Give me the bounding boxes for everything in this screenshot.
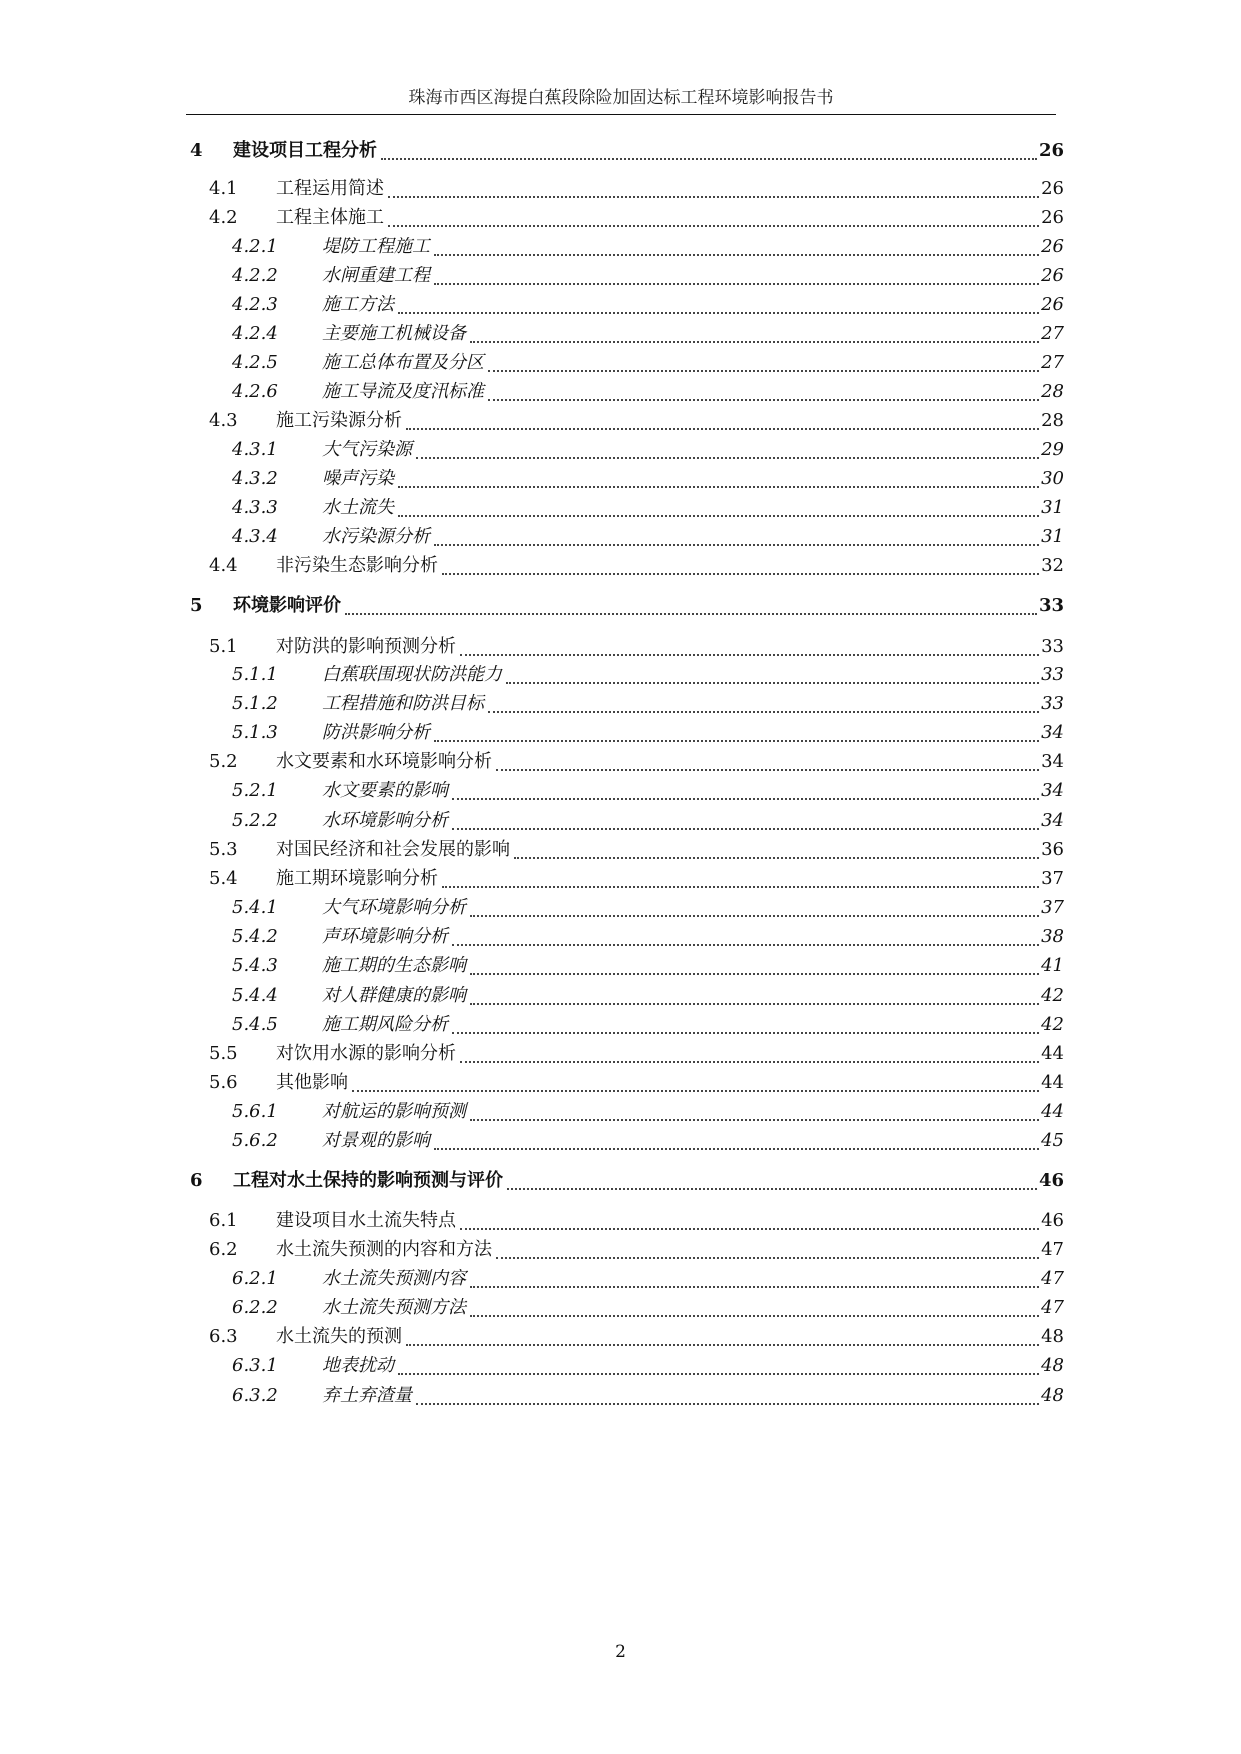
toc-entry-number: 5.2 — [209, 751, 238, 772]
toc-entry-page: 33 — [1041, 693, 1064, 714]
toc-entry-page: 37 — [1041, 868, 1064, 889]
toc-entry-number: 4.2.1 — [232, 236, 278, 257]
toc-entry-number: 5.4.2 — [232, 926, 278, 947]
toc-entry-page: 48 — [1041, 1385, 1064, 1406]
toc-entry-4-3-1[interactable] — [0, 437, 1241, 463]
toc-entry-4-2-3[interactable] — [0, 292, 1241, 318]
toc-entry-page: 42 — [1041, 1014, 1064, 1035]
toc-entry-number: 6.2 — [209, 1239, 238, 1260]
toc-entry-number: 4.2.4 — [232, 323, 278, 344]
toc-leader-dots — [452, 1012, 1039, 1034]
toc-entry-title: 对国民经济和社会发展的影响 — [276, 839, 510, 860]
toc-entry-title: 主要施工机械设备 — [322, 323, 466, 344]
toc-entry-number: 4.1 — [209, 178, 238, 199]
toc-entry-6-3-2[interactable] — [0, 1383, 1241, 1409]
toc-entry-page: 36 — [1041, 839, 1064, 860]
toc-entry-number: 5.3 — [209, 839, 238, 860]
toc-entry-number: 5.4.1 — [232, 897, 278, 918]
toc-entry-page: 44 — [1041, 1043, 1064, 1064]
toc-entry-title: 水土流失预测内容 — [322, 1268, 466, 1289]
toc-leader-dots — [514, 837, 1039, 859]
toc-entry-number: 4.2.5 — [232, 352, 278, 373]
toc-entry-number: 5.4.4 — [232, 985, 278, 1006]
toc-entry-page: 28 — [1041, 410, 1064, 431]
toc-entry-title: 施工期环境影响分析 — [276, 868, 438, 889]
toc-entry-5-4[interactable] — [0, 866, 1241, 892]
toc-entry-number: 4.4 — [209, 555, 238, 576]
toc-entry-title: 非污染生态影响分析 — [276, 555, 438, 576]
toc-entry-4-3-4[interactable] — [0, 524, 1241, 550]
toc-entry-4-3-2[interactable] — [0, 466, 1241, 492]
toc-leader-dots — [434, 234, 1039, 256]
toc-entry-5-4-4[interactable] — [0, 983, 1241, 1009]
toc-entry-page: 26 — [1041, 207, 1064, 228]
toc-entry-4-1[interactable] — [0, 176, 1241, 202]
toc-leader-dots — [470, 1295, 1039, 1317]
toc-leader-dots — [488, 691, 1039, 713]
toc-entry-title: 水土流失的预测 — [276, 1326, 402, 1347]
toc-leader-dots — [470, 1099, 1039, 1121]
running-header: 珠海市西区海提白蕉段除险加固达标工程环境影响报告书 — [408, 88, 834, 108]
toc-entry-number: 5.1.1 — [232, 664, 278, 685]
toc-entry-5-1-3[interactable] — [0, 720, 1241, 746]
toc-entry-page: 47 — [1041, 1268, 1064, 1289]
toc-leader-dots — [434, 720, 1039, 742]
toc-leader-dots — [388, 205, 1039, 227]
toc-entry-number: 4.3.1 — [232, 439, 278, 460]
toc-leader-dots — [470, 321, 1039, 343]
toc-entry-number: 5.4.5 — [232, 1014, 278, 1035]
toc-leader-dots — [470, 953, 1039, 975]
toc-leader-dots — [345, 593, 1037, 615]
toc-entry-number: 4.2.3 — [232, 294, 278, 315]
toc-entry-page: 33 — [1041, 636, 1064, 657]
toc-entry-5-5[interactable] — [0, 1041, 1241, 1067]
toc-entry-title: 白蕉联围现状防洪能力 — [322, 664, 502, 685]
toc-entry-page: 29 — [1041, 439, 1064, 460]
toc-entry-page: 41 — [1041, 955, 1064, 976]
toc-entry-number: 4.2.6 — [232, 381, 278, 402]
toc-entry-page: 34 — [1041, 722, 1064, 743]
toc-entry-number: 5.2.2 — [232, 810, 278, 831]
toc-entry-6-2-1[interactable] — [0, 1266, 1241, 1292]
toc-entry-page: 47 — [1041, 1297, 1064, 1318]
toc-leader-dots — [434, 524, 1039, 546]
toc-entry-number: 6.3.1 — [232, 1355, 278, 1376]
toc-entry-number: 6.2.2 — [232, 1297, 278, 1318]
toc-entry-title: 水土流失 — [322, 497, 394, 518]
toc-entry-number: 5.6.1 — [232, 1101, 278, 1122]
toc-entry-title: 建设项目工程分析 — [233, 140, 377, 161]
toc-entry-page: 32 — [1041, 555, 1064, 576]
toc-entry-number: 4.3.2 — [232, 468, 278, 489]
toc-entry-title: 对航运的影响预测 — [322, 1101, 466, 1122]
toc-entry-5-6[interactable] — [0, 1070, 1241, 1096]
toc-leader-dots — [460, 1208, 1039, 1230]
toc-entry-title: 地表扰动 — [322, 1355, 394, 1376]
toc-entry-title: 水文要素和水环境影响分析 — [276, 751, 492, 772]
toc-entry-page: 27 — [1041, 323, 1064, 344]
toc-entry-page: 27 — [1041, 352, 1064, 373]
toc-entry-title: 施工方法 — [322, 294, 394, 315]
toc-entry-number: 4.2 — [209, 207, 238, 228]
toc-leader-dots — [381, 138, 1037, 160]
toc-entry-title: 噪声污染 — [322, 468, 394, 489]
toc-entry-number: 6.3 — [209, 1326, 238, 1347]
toc-entry-page: 28 — [1041, 381, 1064, 402]
toc-entry-4-4[interactable] — [0, 553, 1241, 579]
toc-entry-title: 堤防工程施工 — [322, 236, 430, 257]
toc-entry-page: 46 — [1038, 1170, 1064, 1191]
toc-entry-page: 45 — [1041, 1130, 1064, 1151]
toc-entry-title: 水文要素的影响 — [322, 780, 448, 801]
toc-entry-5-4-2[interactable] — [0, 924, 1241, 950]
toc-leader-dots — [507, 1168, 1037, 1190]
toc-leader-dots — [470, 895, 1039, 917]
toc-entry-number: 5.4.3 — [232, 955, 278, 976]
toc-entry-title: 工程对水土保持的影响预测与评价 — [233, 1170, 503, 1191]
toc-entry-title: 对人群健康的影响 — [322, 985, 466, 1006]
toc-leader-dots — [460, 634, 1039, 656]
toc-leader-dots — [442, 866, 1039, 888]
toc-entry-number: 5.1 — [209, 636, 238, 657]
toc-leader-dots — [470, 983, 1039, 1005]
toc-entry-page: 26 — [1038, 140, 1064, 161]
toc-entry-4-3[interactable] — [0, 408, 1241, 434]
toc-leader-dots — [398, 292, 1039, 314]
toc-entry-6-2-2[interactable] — [0, 1295, 1241, 1321]
toc-entry-title: 水环境影响分析 — [322, 810, 448, 831]
toc-entry-4-2-1[interactable] — [0, 234, 1241, 260]
toc-leader-dots — [406, 408, 1039, 430]
toc-entry-page: 26 — [1041, 178, 1064, 199]
toc-leader-dots — [398, 466, 1039, 488]
toc-entry-title: 施工期风险分析 — [322, 1014, 448, 1035]
toc-entry-5-2-1[interactable] — [0, 778, 1241, 804]
toc-leader-dots — [488, 379, 1039, 401]
toc-entry-page: 33 — [1038, 595, 1064, 616]
toc-entry-title: 施工总体布置及分区 — [322, 352, 484, 373]
toc-leader-dots — [452, 924, 1039, 946]
toc-entry-page: 38 — [1041, 926, 1064, 947]
toc-entry-title: 弃土弃渣量 — [322, 1385, 412, 1406]
toc-leader-dots — [506, 662, 1039, 684]
toc-entry-title: 环境影响评价 — [233, 595, 341, 616]
toc-leader-dots — [388, 176, 1039, 198]
toc-entry-4-2-5[interactable] — [0, 350, 1241, 376]
toc-entry-6-2[interactable] — [0, 1237, 1241, 1263]
toc-entry-page: 30 — [1041, 468, 1064, 489]
toc-entry-title: 施工期的生态影响 — [322, 955, 466, 976]
toc-leader-dots — [434, 1128, 1039, 1150]
toc-entry-number: 4 — [190, 140, 203, 161]
toc-leader-dots — [496, 749, 1039, 771]
toc-entry-title: 施工导流及度汛标准 — [322, 381, 484, 402]
toc-entry-title: 建设项目水土流失特点 — [276, 1210, 456, 1231]
toc-entry-page: 48 — [1041, 1355, 1064, 1376]
toc-entry-5-1-1[interactable] — [0, 662, 1241, 688]
toc-entry-title: 工程运用简述 — [276, 178, 384, 199]
toc-leader-dots — [496, 1237, 1039, 1259]
toc-leader-dots — [442, 553, 1039, 575]
toc-entry-page: 34 — [1041, 780, 1064, 801]
toc-entry-number: 6.2.1 — [232, 1268, 278, 1289]
toc-leader-dots — [470, 1266, 1039, 1288]
toc-entry-6-3-1[interactable] — [0, 1353, 1241, 1379]
toc-entry-title: 施工污染源分析 — [276, 410, 402, 431]
toc-entry-page: 31 — [1041, 497, 1064, 518]
toc-entry-page: 31 — [1041, 526, 1064, 547]
toc-entry-page: 33 — [1041, 664, 1064, 685]
toc-entry-number: 5.6.2 — [232, 1130, 278, 1151]
toc-entry-title: 大气环境影响分析 — [322, 897, 466, 918]
toc-entry-title: 对饮用水源的影响分析 — [276, 1043, 456, 1064]
toc-entry-title: 工程措施和防洪目标 — [322, 693, 484, 714]
toc-entry-5-2[interactable] — [0, 749, 1241, 775]
toc-entry-5-1[interactable] — [0, 634, 1241, 660]
toc-leader-dots — [398, 495, 1039, 517]
toc-leader-dots — [452, 778, 1039, 800]
toc-entry-4-2-4[interactable] — [0, 321, 1241, 347]
toc-entry-5[interactable] — [0, 593, 1241, 619]
toc-entry-page: 47 — [1041, 1239, 1064, 1260]
toc-entry-5-6-2[interactable] — [0, 1128, 1241, 1154]
toc-entry-number: 5.4 — [209, 868, 238, 889]
toc-entry-title: 大气污染源 — [322, 439, 412, 460]
toc-entry-number: 6.1 — [209, 1210, 238, 1231]
toc-leader-dots — [416, 1383, 1039, 1405]
toc-entry-number: 6.3.2 — [232, 1385, 278, 1406]
toc-entry-6-1[interactable] — [0, 1208, 1241, 1234]
toc-entry-page: 26 — [1041, 265, 1064, 286]
toc-entry-page: 26 — [1041, 294, 1064, 315]
toc-entry-title: 对防洪的影响预测分析 — [276, 636, 456, 657]
toc-leader-dots — [460, 1041, 1039, 1063]
toc-entry-5-4-5[interactable] — [0, 1012, 1241, 1038]
toc-entry-page: 44 — [1041, 1101, 1064, 1122]
toc-entry-5-3[interactable] — [0, 837, 1241, 863]
toc-entry-title: 防洪影响分析 — [322, 722, 430, 743]
toc-entry-title: 水闸重建工程 — [322, 265, 430, 286]
toc-entry-title: 对景观的影响 — [322, 1130, 430, 1151]
toc-entry-4-2-6[interactable] — [0, 379, 1241, 405]
toc-entry-number: 4.3.4 — [232, 526, 278, 547]
toc-entry-title: 水土流失预测方法 — [322, 1297, 466, 1318]
toc-entry-title: 水污染源分析 — [322, 526, 430, 547]
toc-entry-page: 37 — [1041, 897, 1064, 918]
toc-entry-number: 4.3.3 — [232, 497, 278, 518]
toc-entry-page: 34 — [1041, 751, 1064, 772]
toc-entry-number: 5 — [190, 595, 203, 616]
toc-entry-title: 声环境影响分析 — [322, 926, 448, 947]
toc-leader-dots — [352, 1070, 1039, 1092]
toc-entry-number: 4.3 — [209, 410, 238, 431]
toc-entry-6[interactable] — [0, 1168, 1241, 1194]
toc-leader-dots — [406, 1324, 1039, 1346]
toc-entry-6-3[interactable] — [0, 1324, 1241, 1350]
toc-entry-number: 5.2.1 — [232, 780, 278, 801]
toc-entry-number: 6 — [190, 1170, 203, 1191]
toc-leader-dots — [452, 808, 1039, 830]
toc-entry-page: 46 — [1041, 1210, 1064, 1231]
toc-entry-4[interactable] — [0, 138, 1241, 164]
toc-entry-5-2-2[interactable] — [0, 808, 1241, 834]
toc-leader-dots — [398, 1353, 1039, 1375]
toc-entry-page: 26 — [1041, 236, 1064, 257]
toc-entry-4-2-2[interactable] — [0, 263, 1241, 289]
toc-entry-number: 5.5 — [209, 1043, 238, 1064]
toc-entry-number: 5.1.3 — [232, 722, 278, 743]
toc-leader-dots — [434, 263, 1039, 285]
toc-entry-page: 42 — [1041, 985, 1064, 1006]
toc-entry-title: 水土流失预测的内容和方法 — [276, 1239, 492, 1260]
page-number: 2 — [615, 1642, 626, 1662]
toc-entry-title: 其他影响 — [276, 1072, 348, 1093]
toc-entry-title: 工程主体施工 — [276, 207, 384, 228]
toc-entry-4-2[interactable] — [0, 205, 1241, 231]
toc-entry-5-6-1[interactable] — [0, 1099, 1241, 1125]
toc-leader-dots — [416, 437, 1039, 459]
toc-entry-page: 34 — [1041, 810, 1064, 831]
toc-entry-page: 48 — [1041, 1326, 1064, 1347]
toc-entry-number: 5.1.2 — [232, 693, 278, 714]
toc-entry-5-4-1[interactable] — [0, 895, 1241, 921]
toc-entry-5-1-2[interactable] — [0, 691, 1241, 717]
toc-entry-5-4-3[interactable] — [0, 953, 1241, 979]
toc-entry-page: 44 — [1041, 1072, 1064, 1093]
toc-entry-number: 4.2.2 — [232, 265, 278, 286]
toc-entry-4-3-3[interactable] — [0, 495, 1241, 521]
toc-entry-number: 5.6 — [209, 1072, 238, 1093]
toc-leader-dots — [488, 350, 1039, 372]
